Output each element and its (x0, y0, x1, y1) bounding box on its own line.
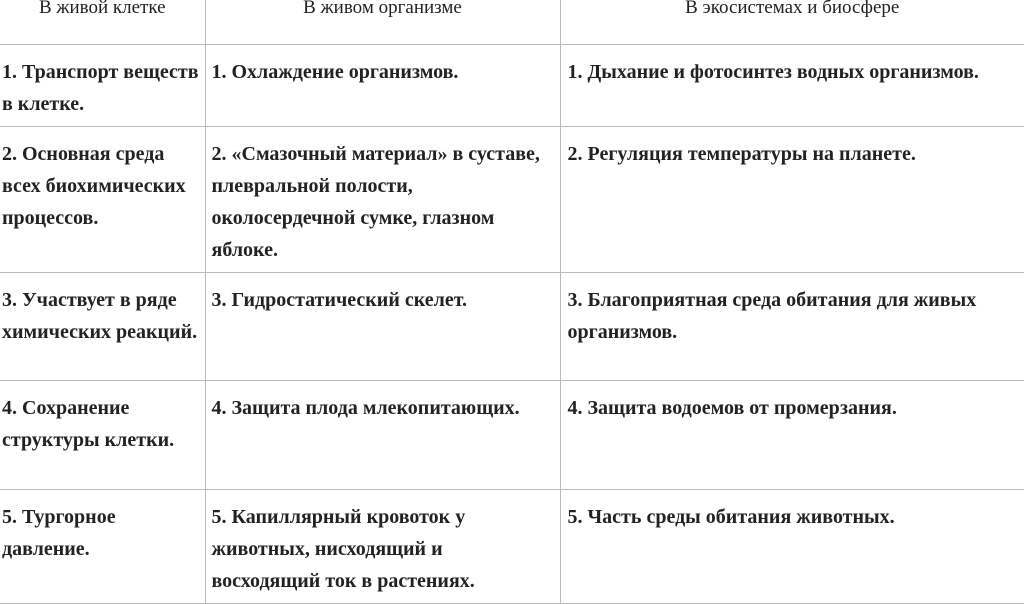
table-cell: 4. Защита плода млекопитающих. (205, 381, 560, 490)
table-row (0, 45, 1024, 127)
table-body (0, 45, 1024, 604)
table-cell: 1. Транспорт веществ в клетке. (0, 45, 205, 127)
table-cell: 2. «Смазочный материал» в суставе, плевральной полости, околосердечной сумке, глазном яблоке. (205, 127, 560, 273)
table-cell: 2. Регуляция температуры на планете. (560, 127, 1024, 273)
header-row (0, 0, 1024, 45)
table-row (0, 127, 1024, 273)
table-row (0, 273, 1024, 381)
table-cell: 3. Благоприятная среда обитания для живых организмов. (560, 273, 1024, 381)
table-cell: 2. Основная среда всех биохимических процессов. (0, 127, 205, 273)
table-cell: 5. Капиллярный кровоток у животных, нисходящий и восходящий ток в растениях. (205, 490, 560, 604)
table-cell: 4. Сохранение структуры клетки. (0, 381, 205, 490)
header-cell-living-organism: В живом организме (205, 0, 560, 45)
table-header (0, 0, 1024, 45)
header-cell-living-cell: В живой клетке (0, 0, 205, 45)
table-cell: 3. Участвует в ряде химических реакций. (0, 273, 205, 381)
table-cell: 5. Тургорное давление. (0, 490, 205, 604)
table-row (0, 381, 1024, 490)
table-cell: 1. Охлаждение организмов. (205, 45, 560, 127)
table-row (0, 490, 1024, 604)
table-cell: 3. Гидростатический скелет. (205, 273, 560, 381)
table-cell: 1. Дыхание и фотосинтез водных организмов. (560, 45, 1024, 127)
table-cell: 4. Защита водоемов от промерзания. (560, 381, 1024, 490)
header-cell-ecosystems-biosphere: В экосистемах и биосфере (560, 0, 1024, 45)
table-cell: 5. Часть среды обитания животных. (560, 490, 1024, 604)
